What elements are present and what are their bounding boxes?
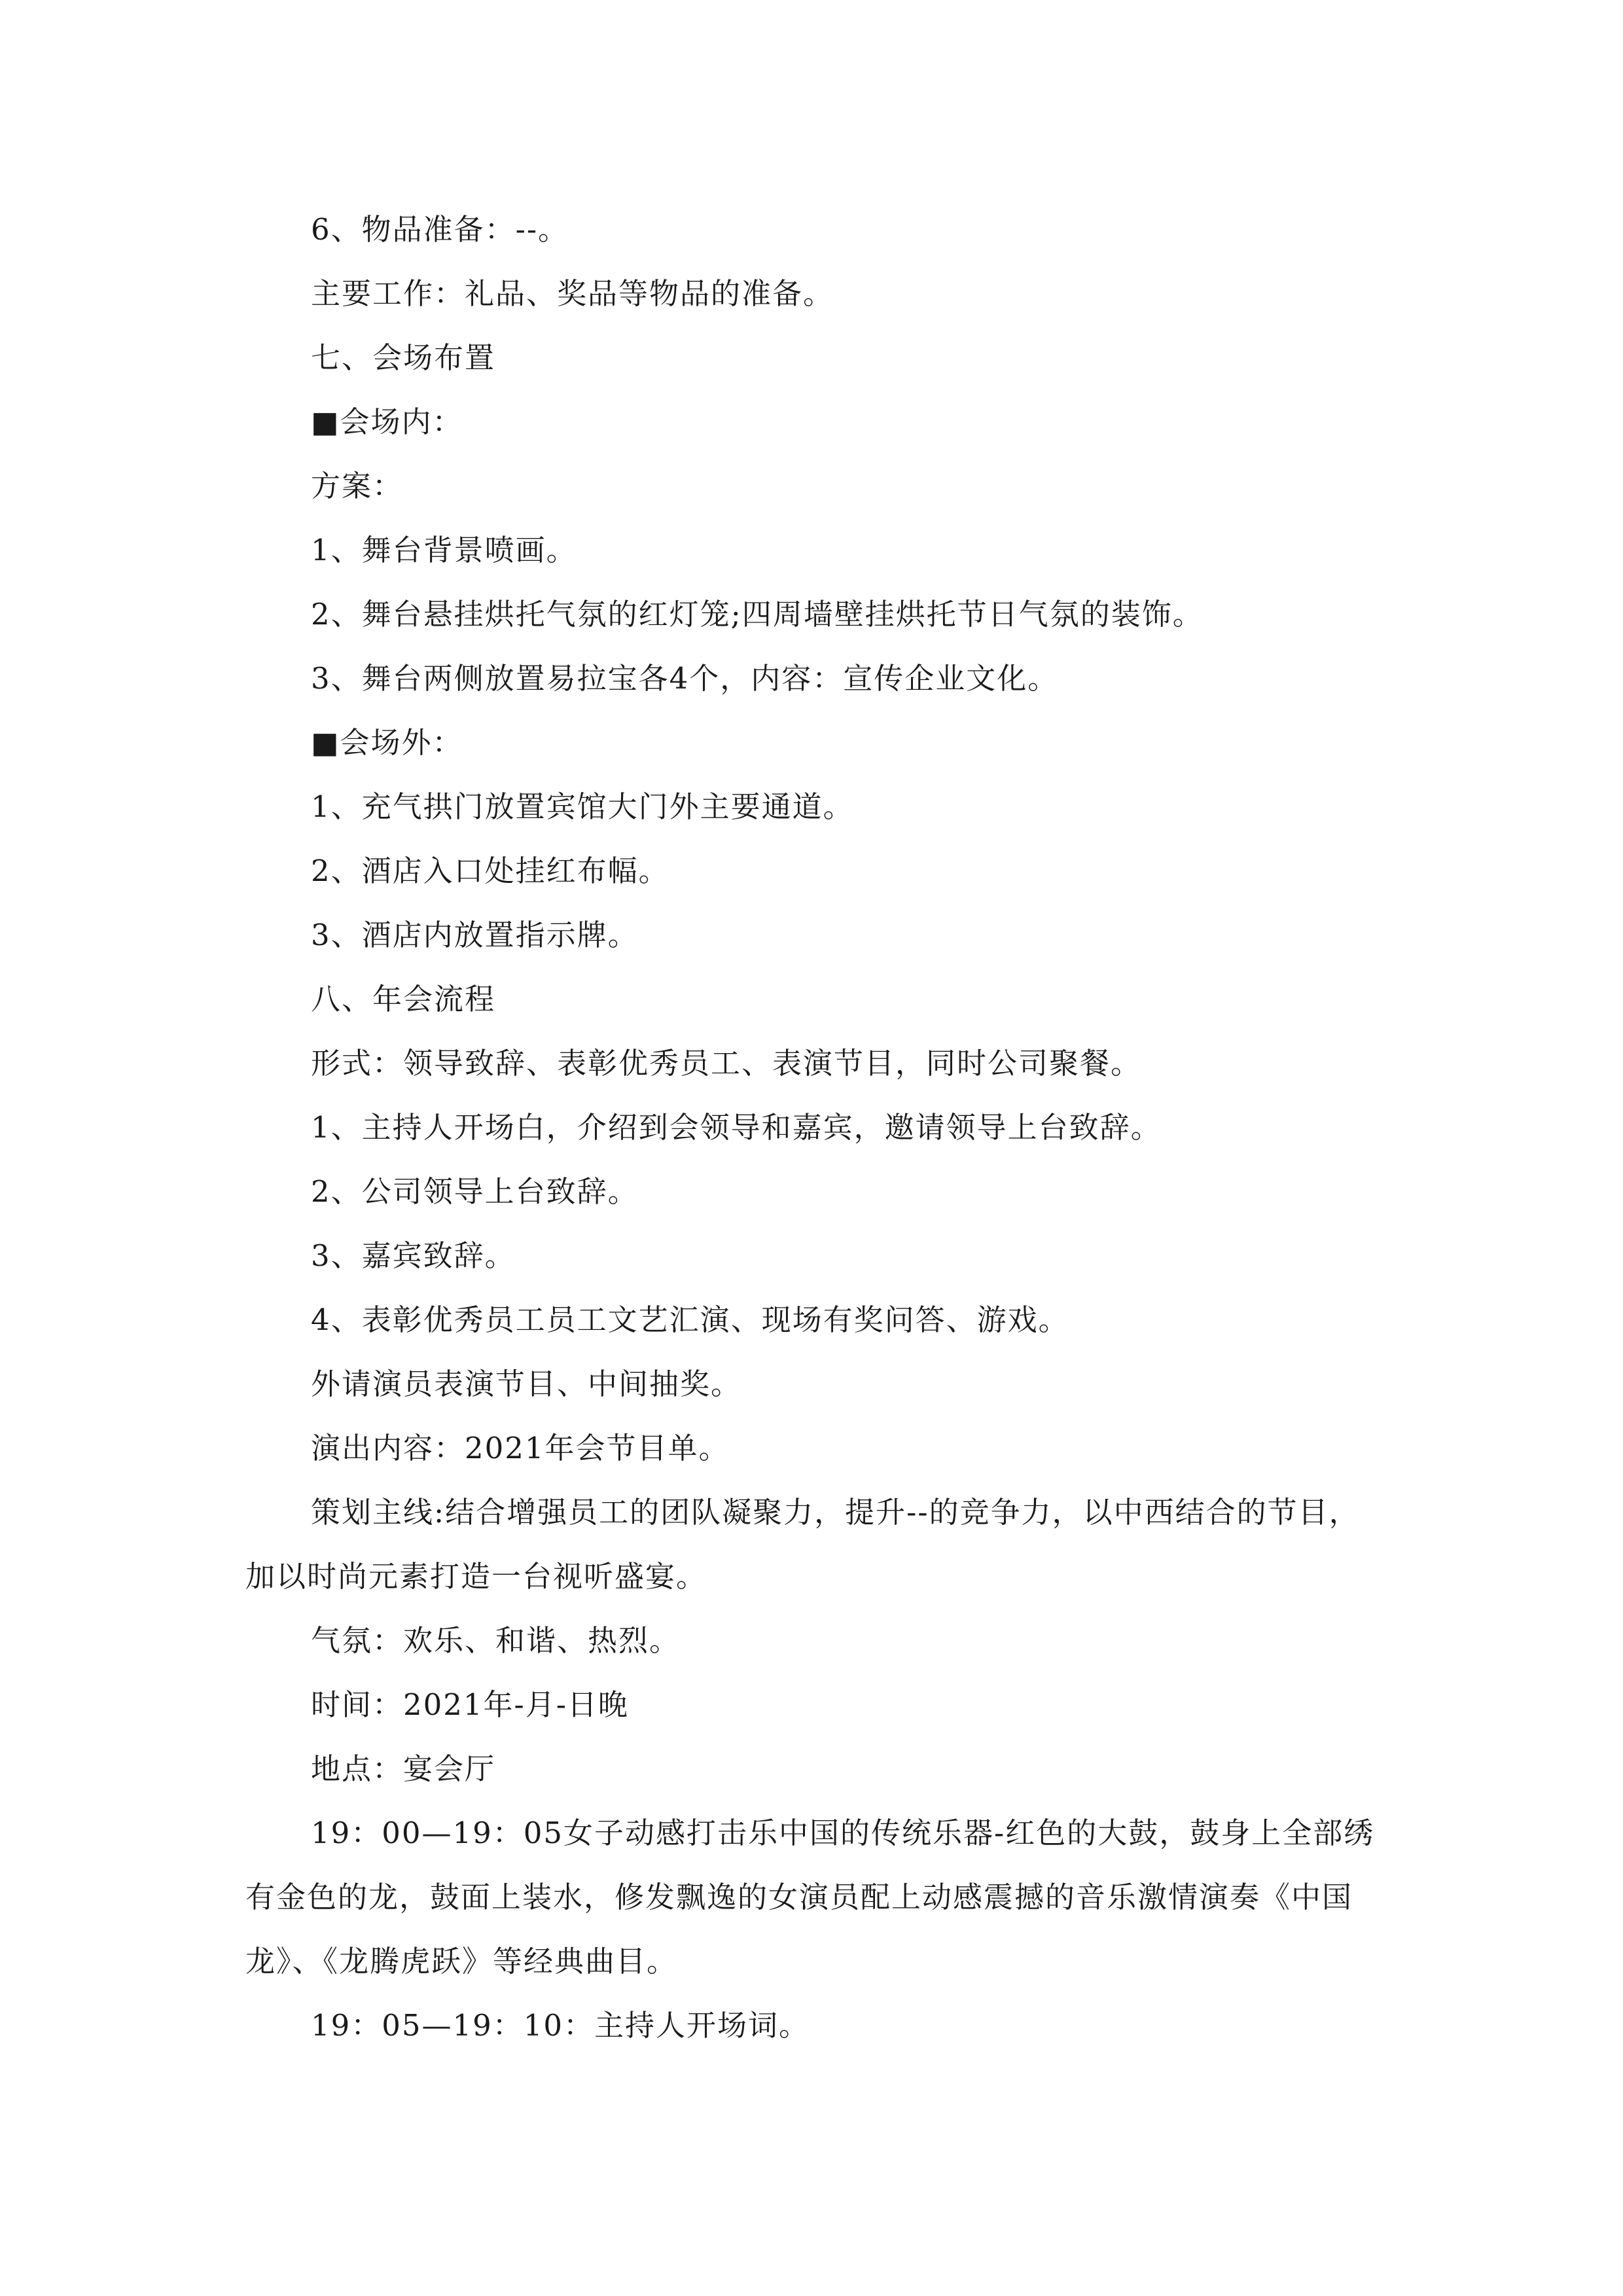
list-item-outside-2: 2、酒店入口处挂红布幅。 (311, 853, 669, 888)
paragraph-schedule-1900: 19：00—19：05女子动感打击乐中国的传统乐器-红色的大鼓，鼓身上全部绣有金色的龙，鼓面上装水，修发飘逸的女演员配上动感震撼的音乐激情演奏《中国龙》、《龙腾虎跃》等经典曲目。 (245, 1816, 1375, 1979)
paragraph-atmosphere: 气氛：欢乐、和谐、热烈。 (311, 1623, 681, 1658)
subheading-outside-venue: ■会场外： (311, 725, 463, 760)
paragraph-format: 形式：领导致辞、表彰优秀员工、表演节目，同时公司聚餐。 (311, 1046, 1142, 1081)
paragraph-plan-label: 方案： (311, 469, 404, 503)
subheading-inside-venue: ■会场内： (311, 404, 463, 439)
paragraph-item-prep: 6、物品准备：--。 (311, 212, 569, 247)
section-heading-event-flow: 八、年会流程 (311, 982, 496, 1016)
paragraph-performance-content: 演出内容：2021年会节目单。 (311, 1431, 730, 1465)
list-item-outside-3: 3、酒店内放置指示牌。 (311, 918, 639, 952)
paragraph-schedule-1905: 19：05—19：10：主持人开场词。 (311, 2008, 810, 2043)
paragraph-main-theme: 策划主线:结合增强员工的团队凝聚力，提升--的竞争力，以中西结合的节目，加以时尚元素打造一台视听盛宴。 (245, 1495, 1360, 1594)
list-item-inside-3: 3、舞台两侧放置易拉宝各4个，内容：宣传企业文化。 (311, 661, 1059, 696)
list-item-inside-1: 1、舞台背景喷画。 (311, 533, 577, 567)
list-item-outside-1: 1、充气拱门放置宾馆大门外主要通道。 (311, 789, 854, 824)
list-item-flow-3: 3、嘉宾致辞。 (311, 1238, 516, 1273)
paragraph-time: 时间：2021年-月-日晚 (311, 1687, 629, 1722)
list-item-flow-1: 1、主持人开场白，介绍到会领导和嘉宾，邀请领导上台致辞。 (311, 1110, 1162, 1145)
list-item-flow-2: 2、公司领导上台致辞。 (311, 1174, 639, 1209)
paragraph-location: 地点：宴会厅 (311, 1751, 496, 1786)
list-item-inside-2: 2、舞台悬挂烘托气氛的红灯笼;四周墙壁挂烘托节日气氛的装饰。 (311, 597, 1204, 632)
document-body (245, 198, 1381, 2058)
paragraph-guest-performers: 外请演员表演节目、中间抽奖。 (311, 1367, 742, 1401)
list-item-flow-4: 4、表彰优秀员工员工文艺汇演、现场有奖问答、游戏。 (311, 1302, 1069, 1337)
section-heading-venue-layout: 七、会场布置 (311, 340, 496, 375)
paragraph-main-work: 主要工作：礼品、奖品等物品的准备。 (311, 276, 834, 311)
